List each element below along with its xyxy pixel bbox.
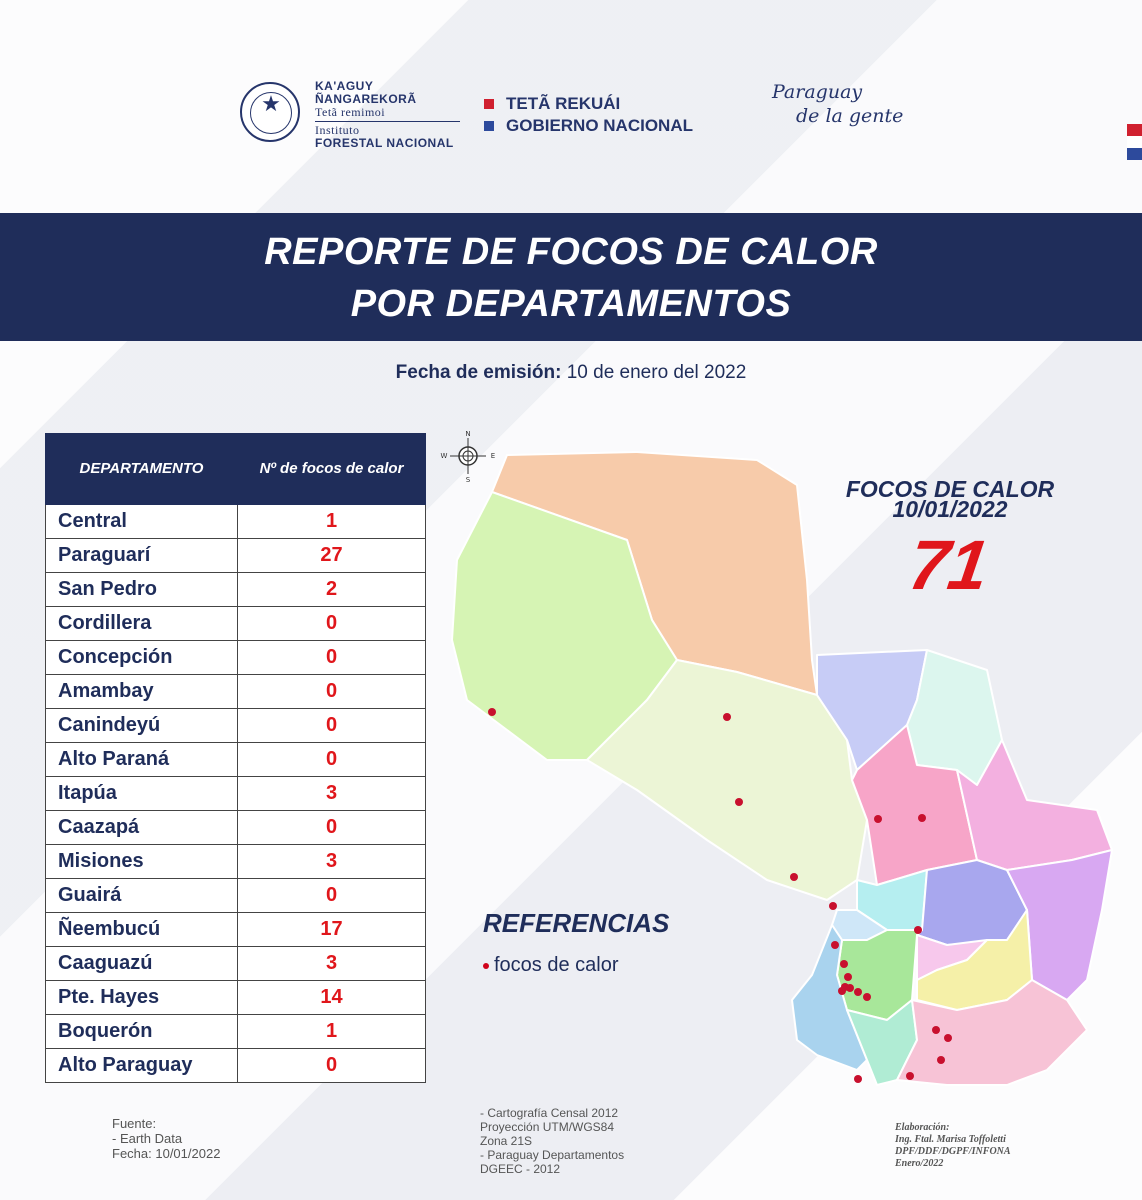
table-row [46, 573, 426, 607]
hotspot-total-value: 71 [904, 526, 994, 604]
elaboration-note [895, 1122, 1011, 1170]
source-title: Fuente: [112, 1116, 157, 1131]
elab-line1: Elaboración: [895, 1122, 950, 1133]
hotspot-marker [944, 1034, 952, 1042]
department-name: Boquerón [46, 1015, 238, 1049]
star-icon: ★ [261, 92, 281, 117]
legend-item [483, 954, 619, 977]
hotspot-total-title-line2: 10/01/2022 [892, 496, 1008, 522]
hotspot-marker [829, 902, 837, 910]
table-row [46, 607, 426, 641]
table-row [46, 947, 426, 981]
table-row [46, 709, 426, 743]
hotspot-count: 0 [238, 743, 426, 777]
source-date: Fecha: 10/01/2022 [112, 1146, 221, 1161]
org-line3: Tetã remimoi [315, 105, 386, 119]
hotspot-count: 3 [238, 947, 426, 981]
hotspot-marker [846, 984, 854, 992]
column-header-department: DEPARTAMENTO [46, 434, 238, 505]
table-row [46, 879, 426, 913]
hotspot-total-title [800, 476, 1100, 522]
hotspot-dot-icon [483, 963, 489, 969]
hotspot-count: 0 [238, 607, 426, 641]
hotspot-marker [906, 1072, 914, 1080]
carto-line2: Proyección UTM/WGS84 [480, 1120, 615, 1134]
slogan-logo [772, 80, 903, 128]
flag-icon [1127, 124, 1142, 160]
government-logo-text [484, 93, 693, 137]
hotspot-count: 0 [238, 811, 426, 845]
hotspot-marker [863, 993, 871, 1001]
table-row [46, 743, 426, 777]
department-name: Paraguarí [46, 539, 238, 573]
hotspot-marker [918, 814, 926, 822]
title-line1: REPORTE DE FOCOS DE CALOR [264, 231, 878, 273]
hotspot-count: 17 [238, 913, 426, 947]
legend-title: REFERENCIAS [483, 908, 670, 938]
hotspot-marker [854, 988, 862, 996]
hotspot-marker [874, 815, 882, 823]
divider [315, 121, 460, 122]
source-item: - Earth Data [112, 1131, 183, 1146]
table-row [46, 981, 426, 1015]
table-row [46, 1049, 426, 1083]
hotspot-total-title-line1: FOCOS DE CALOR [845, 476, 1055, 502]
hotspot-marker [488, 708, 496, 716]
hotspot-marker [790, 873, 798, 881]
table-row [46, 1015, 426, 1049]
hotspot-marker [838, 987, 846, 995]
hotspot-marker [840, 960, 848, 968]
department-name: Ñeembucú [46, 913, 238, 947]
issue-date [0, 362, 1142, 384]
gov-line1: TETÃ REKUÁI [506, 94, 621, 113]
table-header-row [46, 434, 426, 505]
hotspot-marker [937, 1056, 945, 1064]
gov-line2: GOBIERNO NACIONAL [506, 116, 693, 135]
hotspot-marker [844, 973, 852, 981]
table-row [46, 505, 426, 539]
hotspot-count: 1 [238, 505, 426, 539]
table-row [46, 845, 426, 879]
hotspot-count: 0 [238, 675, 426, 709]
header [0, 0, 1142, 200]
org-line2: ÑANGAREKORÃ [315, 92, 417, 106]
department-name: Itapúa [46, 777, 238, 811]
title-banner [0, 213, 1142, 341]
compass-e: E [490, 452, 496, 460]
department-name: Pte. Hayes [46, 981, 238, 1015]
slogan-line1: Paraguay [772, 81, 863, 103]
table-row [46, 539, 426, 573]
blue-square-icon [484, 121, 494, 131]
carto-line4: - Paraguay Departamentos [480, 1148, 625, 1162]
table-row [46, 675, 426, 709]
infona-logo-text [315, 80, 460, 150]
hotspot-count: 0 [238, 641, 426, 675]
legend-item-label: focos de calor [494, 954, 619, 976]
hotspot-count: 27 [238, 539, 426, 573]
table-row [46, 641, 426, 675]
org-line1: KA'AGUY [315, 79, 374, 93]
hotspot-marker [723, 713, 731, 721]
org-line5: FORESTAL NACIONAL [315, 136, 454, 150]
department-name: Alto Paraná [46, 743, 238, 777]
department-name: Concepción [46, 641, 238, 675]
column-header-count: Nº de focos de calor [238, 434, 426, 505]
hotspot-count: 0 [238, 1049, 426, 1083]
carto-line1: - Cartografía Censal 2012 [480, 1106, 619, 1120]
department-name: Misiones [46, 845, 238, 879]
hotspot-count: 3 [238, 777, 426, 811]
hotspot-marker [831, 941, 839, 949]
source-note [112, 1116, 220, 1161]
department-name: Caaguazú [46, 947, 238, 981]
elab-line3: DPF/DDF/DGPF/INFONA [895, 1146, 1011, 1157]
department-name: Caazapá [46, 811, 238, 845]
hotspot-marker [854, 1075, 862, 1083]
department-name: Amambay [46, 675, 238, 709]
department-name: Canindeyú [46, 709, 238, 743]
elab-line2: Ing. Ftal. Marisa Toffoletti [895, 1134, 1006, 1145]
red-square-icon [484, 99, 494, 109]
hotspot-count: 3 [238, 845, 426, 879]
title-line2: POR DEPARTAMENTOS [350, 283, 792, 325]
slogan-line2: de la gente [796, 105, 904, 127]
hotspot-count: 0 [238, 709, 426, 743]
org-line4: Instituto [315, 123, 360, 137]
departments-table [45, 433, 426, 1083]
compass-s: S [465, 476, 471, 484]
hotspot-marker [735, 798, 743, 806]
table-row [46, 913, 426, 947]
table-row [46, 777, 426, 811]
department-name: Guairá [46, 879, 238, 913]
department-name: San Pedro [46, 573, 238, 607]
department-name: Cordillera [46, 607, 238, 641]
hotspot-count: 1 [238, 1015, 426, 1049]
compass-w: W [440, 452, 448, 460]
cartography-note [480, 1106, 624, 1176]
issue-date-value: 10 de enero del 2022 [566, 362, 747, 383]
table-row [46, 811, 426, 845]
hotspot-marker [914, 926, 922, 934]
paraguay-departments-map [447, 440, 1119, 1090]
elab-line4: Enero/2022 [895, 1158, 944, 1169]
issue-date-label: Fecha de emisión: [395, 362, 562, 383]
carto-line3: Zona 21S [480, 1134, 533, 1148]
department-name: Alto Paraguay [46, 1049, 238, 1083]
carto-line5: DGEEC - 2012 [480, 1162, 561, 1176]
compass-n: N [465, 430, 471, 438]
hotspot-count: 14 [238, 981, 426, 1015]
hotspot-count: 0 [238, 879, 426, 913]
department-name: Central [46, 505, 238, 539]
national-seal-logo [240, 82, 300, 142]
hotspot-count: 2 [238, 573, 426, 607]
hotspot-marker [932, 1026, 940, 1034]
